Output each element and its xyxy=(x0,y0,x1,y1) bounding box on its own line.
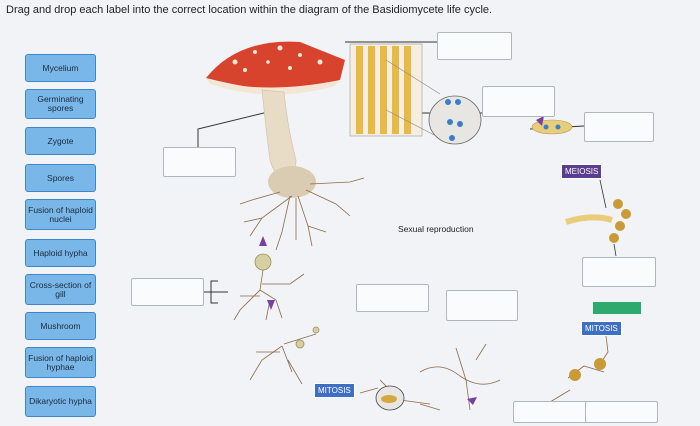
sexual-reproduction-text: Sexual reproduction xyxy=(398,224,474,234)
instructions: Drag and drop each label into the correct location within the diagram of the Basidiomycete life cycle. xyxy=(6,4,493,16)
drop-target-1[interactable] xyxy=(437,32,512,60)
drop-target-2[interactable] xyxy=(482,86,555,117)
meiosis-tag: MEIOSIS xyxy=(561,164,602,179)
mitosis-tag-right: MITOSIS xyxy=(581,321,622,336)
drop-target-3[interactable] xyxy=(584,112,654,142)
drop-target-10[interactable] xyxy=(585,401,658,423)
label-germinating-spores[interactable]: Germinating spores xyxy=(25,89,96,119)
label-zygote[interactable]: Zygote xyxy=(25,127,96,155)
label-haploid-hypha[interactable]: Haploid hypha xyxy=(25,239,96,267)
label-mycelium[interactable]: Mycelium xyxy=(25,54,96,82)
mushroom-illustration xyxy=(206,42,364,250)
label-fusion-of-haploid-hyphae[interactable]: Fusion of haploid hyphae xyxy=(25,347,96,378)
drop-target-4[interactable] xyxy=(163,147,236,177)
mitosis-tag-bottom: MITOSIS xyxy=(314,383,355,398)
label-cross-section-of-gill[interactable]: Cross-section of gill xyxy=(25,274,96,305)
drop-target-8[interactable] xyxy=(446,290,518,321)
hyphae-illustrations xyxy=(234,254,608,410)
green-bar xyxy=(593,302,641,314)
label-spores[interactable]: Spores xyxy=(25,164,96,192)
label-dikaryotic-hypha[interactable]: Dikaryotic hypha xyxy=(25,386,96,417)
label-mushroom[interactable]: Mushroom xyxy=(25,312,96,340)
drop-target-7[interactable] xyxy=(356,284,429,312)
label-fusion-of-haploid-nuclei[interactable]: Fusion of haploid nuclei xyxy=(25,199,96,230)
drop-target-6[interactable] xyxy=(131,278,204,306)
drop-target-5[interactable] xyxy=(582,257,656,287)
drop-target-9[interactable] xyxy=(513,401,587,423)
